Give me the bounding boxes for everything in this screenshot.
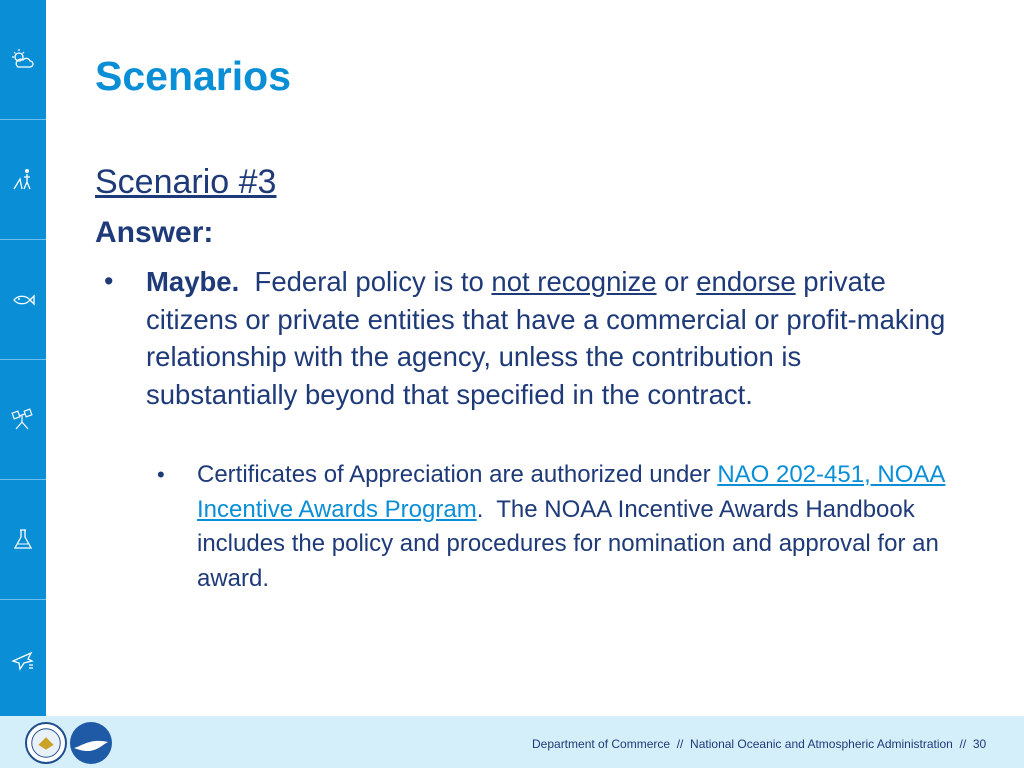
sub-bullet-text: . The NOAA Incentive Awards Handbook includes the policy and procedures for nomination and approval for an award.	[197, 495, 946, 592]
sub-bullet-text: Certificates of Appreciation are authorized under	[197, 461, 718, 488]
noaa-bird-icon	[70, 722, 112, 764]
flask-icon	[10, 527, 36, 553]
satellite-icon	[10, 407, 36, 433]
scenario-heading: Scenario #3	[95, 163, 277, 201]
footer-text: Department of Commerce // National Oceanic and Atmospheric Administration // 30	[532, 737, 987, 751]
not-recognize-text: not recognize	[491, 266, 657, 297]
sidebar	[0, 0, 46, 716]
sidebar-cell-satellite	[0, 360, 46, 480]
sub-bullet-item-certificates	[197, 458, 957, 596]
weather-icon	[10, 47, 36, 73]
sub-bullet-dot: •	[157, 462, 165, 487]
bullet-text: Federal policy is to	[239, 266, 492, 297]
sidebar-cell-surveyor	[0, 120, 46, 240]
department-of-commerce-seal	[25, 722, 67, 764]
airplane-icon	[10, 647, 36, 673]
surveyor-icon	[10, 167, 36, 193]
noaa-logo	[70, 722, 112, 764]
bullet-text: or	[656, 266, 697, 297]
commerce-eagle-icon	[27, 724, 65, 762]
sidebar-cell-airplane	[0, 600, 46, 719]
nao-202-451-link[interactable]: NAO 202-451, NOAA Incentive Awards Program	[197, 461, 946, 523]
sidebar-cell-flask	[0, 480, 46, 600]
bullet-item-policy	[146, 263, 946, 413]
endorse-text: endorse	[696, 266, 796, 297]
sidebar-cell-weather	[0, 0, 46, 120]
slide-title: Scenarios	[95, 53, 291, 99]
bullet-lead: Maybe.	[146, 266, 240, 297]
fish-icon	[10, 287, 36, 313]
bullet-text: private citizens or private entities that have a commercial or profit-making relationship with the agency, unless the contribution is substantially beyond that specified in the contract.	[146, 266, 946, 410]
bullet-dot: •	[104, 266, 114, 296]
answer-label: Answer:	[95, 216, 214, 249]
sidebar-cell-fish	[0, 240, 46, 360]
